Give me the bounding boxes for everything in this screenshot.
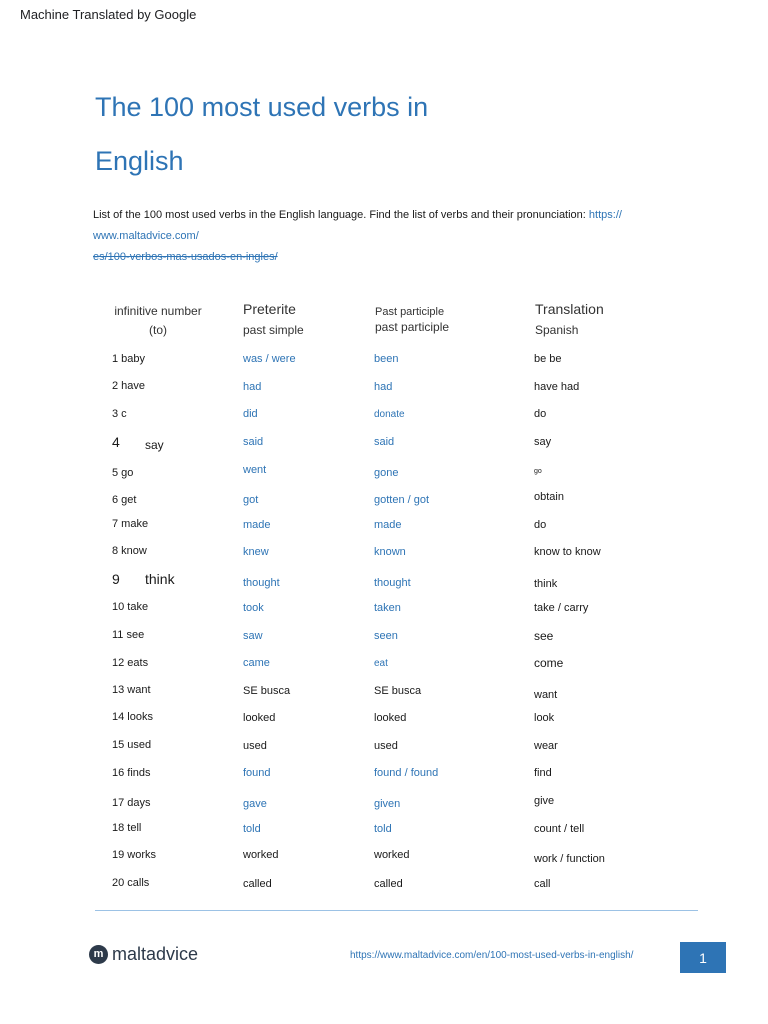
row-4-infinitive-word: say [145, 438, 164, 452]
row-16-infinitive: 16 finds [112, 767, 151, 779]
row-12-preterite: came [243, 657, 270, 669]
footer-divider [95, 910, 698, 911]
row-7-preterite: made [243, 519, 271, 531]
row-4-infinitive-number: 4 [112, 434, 120, 450]
row-16-participle: found / found [374, 767, 439, 779]
row-14-translation: look [534, 712, 555, 724]
logo-text: maltadvice [112, 943, 199, 964]
row-15-participle: used [374, 740, 398, 752]
row-18-translation: count / tell [534, 823, 585, 835]
row-16-translation: find [534, 767, 552, 779]
row-7-infinitive: 7 make [112, 518, 149, 530]
row-17-participle: given [374, 798, 401, 810]
row-9-translation: think [534, 578, 558, 590]
row-9-participle: thought [374, 577, 411, 589]
row-13-translation: want [534, 689, 558, 701]
row-6-infinitive: 6 get [112, 494, 137, 506]
row-17-translation: give [534, 795, 555, 807]
row-14-preterite: looked [243, 712, 276, 724]
row-19-translation: work / function [534, 853, 605, 865]
row-12-infinitive: 12 eats [112, 657, 149, 669]
row-20-participle: called [374, 878, 403, 890]
row-10-participle: taken [374, 602, 401, 614]
row-6-participle: gotten / got [374, 494, 430, 506]
header-infinitive-line-1: infinitive number [114, 304, 202, 318]
row-12-translation: come [534, 656, 564, 670]
row-6-preterite: got [243, 494, 259, 506]
row-10-infinitive: 10 take [112, 601, 149, 613]
intro-link-part-2[interactable]: www.maltadvice.com/ [93, 230, 199, 242]
row-17-infinitive: 17 days [112, 797, 151, 809]
logo-mark-icon: m [89, 945, 108, 964]
row-19-infinitive: 19 works [112, 849, 157, 861]
row-15-translation: wear [534, 740, 558, 752]
row-6-translation: obtain [534, 491, 564, 503]
row-5-preterite: went [243, 464, 267, 476]
row-1-preterite: was / were [243, 353, 296, 365]
row-14-infinitive: 14 looks [112, 711, 153, 723]
row-11-translation: see [534, 629, 554, 643]
row-13-infinitive: 13 want [112, 684, 151, 696]
row-11-preterite: saw [243, 630, 263, 642]
row-18-participle: told [374, 823, 392, 835]
row-20-preterite: called [243, 878, 272, 890]
row-1-translation: be be [534, 353, 562, 365]
row-4-translation: say [534, 436, 552, 448]
page-title-line-1: The 100 most used verbs in [95, 92, 429, 122]
row-9-preterite: thought [243, 577, 280, 589]
header-preterite-line-2: past simple [243, 323, 304, 337]
row-1-infinitive: 1 baby [112, 353, 146, 365]
row-19-participle: worked [374, 849, 410, 861]
row-13-preterite: SE busca [243, 685, 291, 697]
row-3-infinitive: 3 c [112, 408, 127, 420]
header-preterite-line-1: Preterite [243, 301, 296, 317]
row-1-participle: been [374, 353, 399, 365]
row-10-preterite: took [243, 602, 264, 614]
row-18-preterite: told [243, 823, 261, 835]
row-3-translation: do [534, 408, 547, 420]
row-5-participle: gone [374, 467, 399, 479]
row-7-translation: do [534, 519, 547, 531]
row-19-preterite: worked [243, 849, 279, 861]
column-header-infinitive [108, 302, 208, 340]
row-14-participle: looked [374, 712, 407, 724]
row-3-participle: donate [374, 409, 405, 420]
intro-link-part-3[interactable]: es/100-verbos-mas-usados-en-ingles/ [93, 251, 278, 263]
row-5-translation: go [534, 468, 542, 475]
page-title-line-2: English [95, 146, 184, 176]
row-2-preterite: had [243, 381, 262, 393]
row-15-infinitive: 15 used [112, 739, 152, 751]
header-participle-line-1: Past participle [375, 306, 445, 318]
row-20-infinitive: 20 calls [112, 877, 150, 889]
intro-paragraph [93, 205, 663, 268]
row-7-participle: made [374, 519, 402, 531]
row-17-preterite: gave [243, 798, 267, 810]
row-3-preterite: did [243, 408, 258, 420]
row-4-participle: said [374, 436, 395, 448]
row-2-translation: have had [534, 381, 580, 393]
intro-text: List of the 100 most used verbs in the English language. Find the list of verbs and their pronunciation: [93, 209, 589, 221]
maltadvice-logo[interactable] [89, 943, 198, 965]
row-11-infinitive: 11 see [112, 629, 145, 641]
column-header-translation [535, 300, 604, 340]
row-8-infinitive: 8 know [112, 545, 147, 557]
row-12-participle: eat [374, 658, 388, 669]
row-10-translation: take / carry [534, 602, 589, 614]
row-15-preterite: used [243, 740, 267, 752]
row-8-preterite: knew [243, 546, 269, 558]
row-8-translation: know to know [534, 546, 601, 558]
page-number-badge: 1 [680, 942, 726, 973]
row-2-infinitive: 2 have [112, 380, 146, 392]
header-translation-line-1: Translation [535, 301, 604, 317]
row-5-infinitive: 5 go [112, 467, 134, 479]
machine-translation-banner: Machine Translated by Google [20, 7, 197, 22]
header-infinitive-line-2: (to) [149, 323, 167, 337]
row-11-participle: seen [374, 630, 398, 642]
row-20-translation: call [534, 878, 551, 890]
row-13-participle: SE busca [374, 685, 422, 697]
row-8-participle: known [374, 546, 406, 558]
column-header-preterite [243, 300, 304, 340]
row-18-infinitive: 18 tell [112, 822, 142, 834]
row-4-preterite: said [243, 436, 264, 448]
row-2-participle: had [374, 381, 393, 393]
row-16-preterite: found [243, 767, 271, 779]
row-9-infinitive-word: think [145, 571, 175, 587]
column-header-participle [375, 306, 449, 335]
intro-link-part-1[interactable]: https:// [588, 209, 622, 221]
header-translation-line-2: Spanish [535, 323, 579, 337]
row-9-infinitive-number: 9 [112, 571, 120, 587]
header-participle-line-2: past participle [375, 320, 450, 334]
footer-url-link[interactable]: https://www.maltadvice.com/en/100-most-used-verbs-in-english/ [350, 950, 634, 961]
